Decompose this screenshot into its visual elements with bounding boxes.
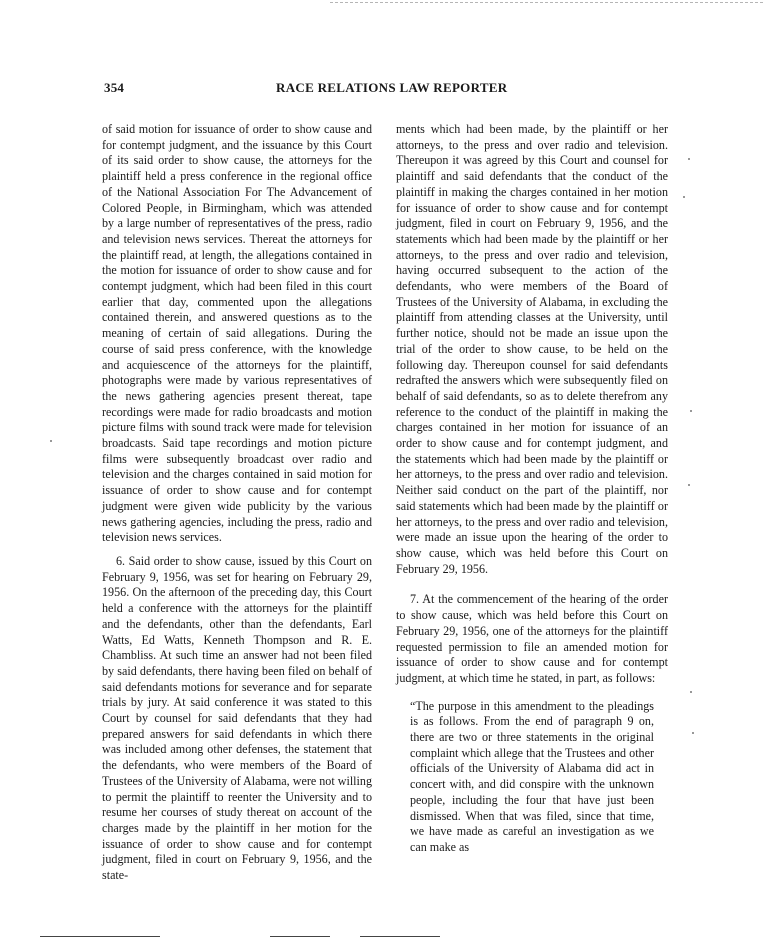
top-scan-rule: [330, 2, 763, 3]
page-header: [104, 80, 664, 98]
scan-speck: [50, 440, 52, 442]
page-number: 354: [104, 80, 125, 95]
running-head: RACE RELATIONS LAW REPORTER: [276, 80, 508, 95]
scan-speck: [690, 410, 692, 412]
block-quote: “The purpose in this amendment to the pleadings is as follows. From the end of paragraph 9 on, there are two or three statements in the original complaint which allege that the Trustees and other officials of the University of Alabama did act in concert with, and did conspire with the unknown people, including the four that have just been dismissed. When that was filed, since that time, we have made as careful an investigation as we can make as: [410, 698, 654, 854]
scan-speck: [683, 196, 685, 198]
scan-speck: [690, 691, 692, 693]
right-paragraph-continuation: ments which had been made, by the plaintiff or her attorneys, to the press and over radio and television. Thereupon it was agreed by this Court and counsel for plaintiff and said defendants that the conduct of the plaintiff in making the charges contained in her motion for issuance of order to show cause and for contempt judgment, filed in court on February 9, 1956, and the statements which had been made by the plaintiff or her attorneys, to the press and over radio and television, having occurred subsequent to the action of the defendants, who were members of the Board of Trustees of the University of Alabama, in excluding the plaintiff from attending classes at the University, until further notice, should not be made an issue upon the trial of the order to show cause, to be held on the following day. Thereupon counsel for said defendants redrafted the answers which were subsequently filed on behalf of said defendants, so as to delete therefrom any reference to the conduct of the plaintiff in making the charges contained in her motion for issuance of an order to show cause and for contempt judgment, and the statements which had been made by the plaintiff or her attorneys, to the press and over radio and television. Neither said conduct on the part of the plaintiff, nor said statements which had been made by the plaintiff or her attorneys, to the press and over radio and television, were made an issue upon the hearing of the order to show cause, which was held before this Court on February 29, 1956.: [396, 122, 668, 576]
right-paragraph-7: 7. At the commencement of the hearing of the order to show cause, which was held before this Court on February 29, 1956, one of the attorneys for the plaintiff requested permission to file an amended motion for issuance of order to show cause and for contempt judgment, at which time he stated, in part, as follows:: [396, 592, 668, 685]
scan-speck: [692, 732, 694, 734]
scan-speck: [688, 158, 690, 160]
left-paragraph-continuation: of said motion for issuance of order to show cause and for contempt judgment, and the issuance by this Court of its said order to show cause, the attorneys for the plaintiff held a press conference in the regional office of the National Association For The Advancement of Colored People, in Birmingham, which was attended by a large number of representatives of the press, radio and television news services. Thereat the attorneys for the plaintiff read, at length, the allegations contained in the motion for issuance of order to show cause and for contempt judgment, which had been filed in this court earlier that day, commented upon the allegations contained therein, and answered questions as to the meaning of certain of said allegations. During the course of said press conference, with the knowledge and acquiescence of the attorneys for the plaintiff, photographs were made by various representatives of the news gathering agencies present thereat, tape recordings were made for radio broadcasts and motion picture films with sound track were made for television broadcasts. Said tape recordings and motion picture films were subsequently broadcast over radio and television and the charges contained in said motion for issuance of order to show cause and for contempt judgment were given wide publicity by the various news gathering agencies, including the press, radio and television news services.: [102, 122, 372, 545]
scan-speck: [688, 484, 690, 486]
left-column: [102, 122, 372, 884]
left-paragraph-6: 6. Said order to show cause, issued by this Court on February 9, 1956, was set for hearing on February 29, 1956. On the afternoon of the preceding day, this Court held a conference with the attorneys for the plaintiff and the defendants, other than the defendants, Earl Watts, Ed Watts, Kenneth Thompson and R. E. Chambliss. At such time an answer had not been filed by said defendants, there having been filed on behalf of said defendants motions for severance and for separate trials by jury. At said conference it was stated to this Court by counsel for said defendants that they had prepared answers for said defendants in which there was included among other defenses, the statement that the defendants, who were members of the Board of Trustees of the University of Alabama, were not willing to permit the plaintiff to reenter the University and to resume her courses of study thereat on account of the charges made by the plaintiff in her motion for the issuance of order to show cause and for contempt judgment, filed in court on February 9, 1956, and the state-: [102, 553, 372, 883]
right-column: [396, 122, 668, 856]
bottom-scan-rules: [0, 936, 763, 942]
